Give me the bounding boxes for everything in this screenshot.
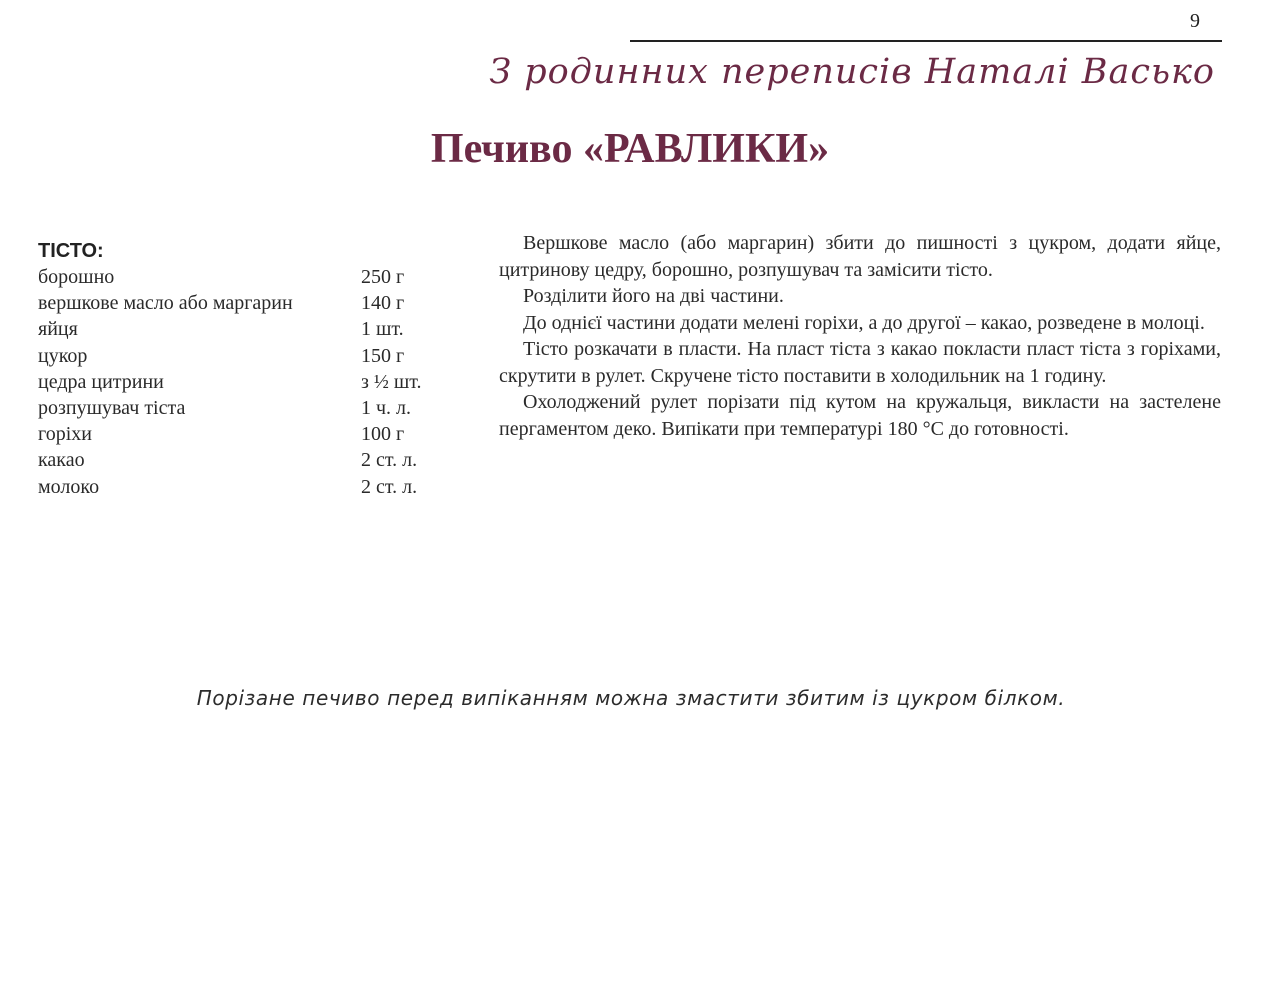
ingredient-qty: 150 г (361, 344, 405, 367)
ingredient-row (38, 264, 458, 290)
ingredient-qty: 250 г (361, 266, 405, 288)
ingredient-name: горіхи (38, 423, 92, 446)
ingredient-name: цукор (38, 344, 88, 367)
recipe-title: Печиво «РАВЛИКИ» (430, 126, 830, 172)
ingredient-name: яйця (38, 318, 78, 341)
ingredient-row (38, 343, 458, 369)
ingredient-name: розпушувач тіста (38, 396, 186, 419)
ingredient-name: цедра цитрини (38, 370, 164, 393)
running-title: З родинних переписів Наталі Васько (489, 52, 1215, 92)
section-heading: ТІСТО: (38, 240, 104, 262)
tip-note: Порізане печиво перед випіканням можна змастити збитим із цукром білком. (196, 686, 1066, 710)
ingredient-qty: 1 ч. л. (361, 396, 412, 419)
ingredient-qty: з ½ шт. (361, 370, 422, 393)
ingredient-qty: 1 шт. (361, 318, 404, 341)
method-step: Розділити його на дві частини. (523, 285, 784, 307)
method-step: Тісто розкачати в пласти. На пласт тіста з какао покласти пласт тіста з горіхами, скрутити в рулет. Скручене тісто поставити в холодильник на 1 годину. (499, 338, 1221, 387)
ingredient-name: молоко (38, 475, 100, 498)
ingredient-row (38, 421, 458, 447)
ingredient-row (38, 474, 458, 500)
ingredient-row (38, 395, 458, 421)
ingredient-qty: 100 г (361, 423, 405, 446)
page-number: 9 (1190, 10, 1200, 32)
method-step: Вершкове масло (або маргарин) збити до пишності з цукром, додати яйце, цитринову цедру, борошно, розпушувач та замісити тісто. (499, 232, 1221, 281)
ingredient-row (38, 316, 458, 342)
ingredient-name: какао (38, 449, 85, 472)
ingredient-qty: 140 г (361, 292, 405, 315)
ingredients-list (38, 236, 458, 500)
ingredient-qty: 2 ст. л. (361, 475, 418, 498)
ingredient-qty: 2 ст. л. (361, 449, 418, 472)
ingredient-row (38, 369, 458, 395)
ingredient-name: борошно (38, 266, 115, 288)
header-rule (630, 40, 1222, 42)
ingredient-row (38, 290, 458, 316)
method-step: Охолоджений рулет порізати під кутом на кружальця, викласти на застелене пергаментом деко. Випікати при температурі 180 °С до готовності. (499, 391, 1221, 440)
method-text (499, 230, 1221, 442)
method-step: До однієї частини додати мелені горіхи, а до другої – какао, розведене в молоці. (523, 311, 1205, 334)
ingredient-row (38, 447, 458, 473)
ingredient-name: вершкове масло або маргарин (38, 292, 293, 315)
